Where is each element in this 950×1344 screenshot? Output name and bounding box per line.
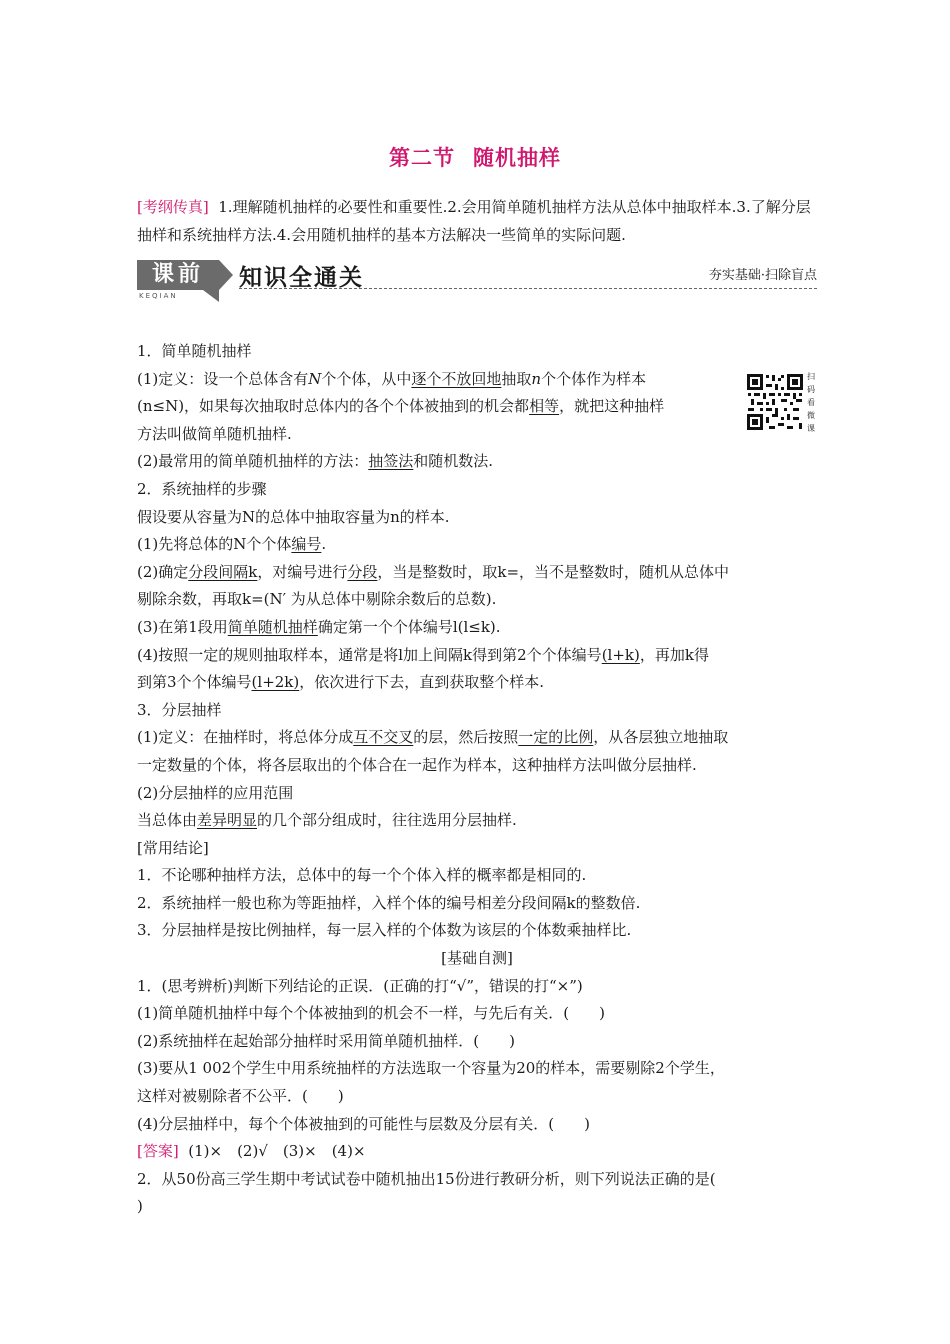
- section-number: 第二节: [389, 146, 455, 170]
- stratified-scope-heading: (2)分层抽样的应用范围: [137, 783, 294, 802]
- heading-stratified: 3．分层抽样: [137, 700, 222, 719]
- conclusion-item: 2．系统抽样一般也称为等距抽样，入样个体的编号相差分段间隔k的整数倍.: [137, 893, 641, 912]
- qr-caption: 扫码看微课: [807, 372, 815, 433]
- stratified-scope: 当总体由差异明显的几个部分组成时，往往选用分层抽样.: [137, 811, 517, 830]
- conclusion-item: 1．不论哪种抽样方法，总体中的每一个个体入样的概率都是相同的.: [137, 866, 587, 885]
- simple-random-methods: (2)最常用的简单随机抽样的方法：抽签法和随机数法.: [137, 452, 494, 471]
- banner-tab: 课前: [137, 260, 219, 290]
- simple-random-definition: (1)定义：设一个总体含有N个个体，从中逐个不放回地抽取n个个体作为样本 (n≤N)，如果每次抽取时总体内的各个个体被抽到的机会都相等，就把这种抽样 方法叫做简单随机抽样.: [137, 369, 665, 443]
- section-name: 随机抽样: [473, 146, 561, 170]
- banner-pinyin: KEQIAN: [139, 292, 178, 300]
- heading-systematic: 2．系统抽样的步骤: [137, 479, 267, 498]
- question-1-part-4: (4)分层抽样中，每个个体被抽到的可能性与层数及分层有关．( ): [137, 1114, 590, 1133]
- question-2: 2．从50份高三学生期中考试试卷中随机抽出15份进行教研分析，则下列说法正确的是( ): [137, 1169, 716, 1216]
- banner-heading: 知识全通关: [239, 265, 364, 291]
- main-content: [137, 338, 817, 1221]
- question-1-part-2: (2)系统抽样在起始部分抽样时采用简单随机抽样．( ): [137, 1031, 515, 1050]
- selftest-heading: [基础自测]: [441, 949, 513, 968]
- banner-notch: [203, 290, 219, 302]
- conclusion-item: 3．分层抽样是按比例抽样，每一层入样的个体数为该层的个体数乘抽样比.: [137, 921, 632, 940]
- systematic-step-4: (4)按照一定的规则抽取样本，通常是将l加上间隔k得到第2个个体编号(l+k)，再加k得 到第3个个体编号(l+2k)，依次进行下去，直到获取整个样本.: [137, 645, 709, 692]
- page-title: [0, 142, 950, 172]
- systematic-intro: 假设要从容量为N的总体中抽取容量为n的样本.: [137, 507, 450, 526]
- stratified-definition: (1)定义：在抽样时，将总体分成互不交叉的层，然后按照一定的比例，从各层独立地抽取 一定数量的个体，将各层取出的个体合在一起作为样本，这种抽样方法叫做分层抽样.: [137, 728, 729, 774]
- answer-line: [137, 1138, 817, 1166]
- systematic-step-2: (2)确定分段间隔k，对编号进行分段，当是整数时，取k=，当不是整数时，随机从总体中 剔除余数，再取k=(N′ 为从总体中剔除余数后的总数).: [137, 562, 730, 609]
- heading-simple-random: 1．简单随机抽样: [137, 342, 252, 360]
- banner-slogan: 夯实基础·扫除盲点: [708, 268, 817, 283]
- syllabus-text: 1.理解随机抽样的必要性和重要性.2.会用简单随机抽样方法从总体中抽取样本.3.了解分层抽样和系统抽样方法.4.会用随机抽样的基本方法解决一些简单的实际问题.: [137, 198, 811, 244]
- syllabus-block: [137, 193, 817, 249]
- answer-text: (1)× (2)√ (3)× (4)×: [188, 1142, 366, 1161]
- answer-tag: [答案]: [137, 1142, 179, 1161]
- conclusions-heading: [常用结论]: [137, 838, 209, 857]
- banner-divider: [239, 288, 817, 289]
- question-1: 1．(思考辨析)判断下列结论的正误．(正确的打“√”，错误的打“×”): [137, 976, 583, 995]
- question-1-part-1: (1)简单随机抽样中每个个体被抽到的机会不一样，与先后有关．( ): [137, 1004, 605, 1023]
- question-1-part-3: (3)要从1 002个学生中用系统抽样的方法选取一个容量为20的样本，需要剔除2个学生， 这样对被剔除者不公平．( ): [137, 1059, 725, 1106]
- section-banner: [137, 258, 817, 304]
- systematic-step-1: (1)先将总体的N个个体编号.: [137, 535, 327, 554]
- systematic-step-3: (3)在第1段用简单随机抽样确定第一个个体编号l(l≤k).: [137, 617, 501, 636]
- syllabus-tag: [考纲传真]: [137, 198, 209, 216]
